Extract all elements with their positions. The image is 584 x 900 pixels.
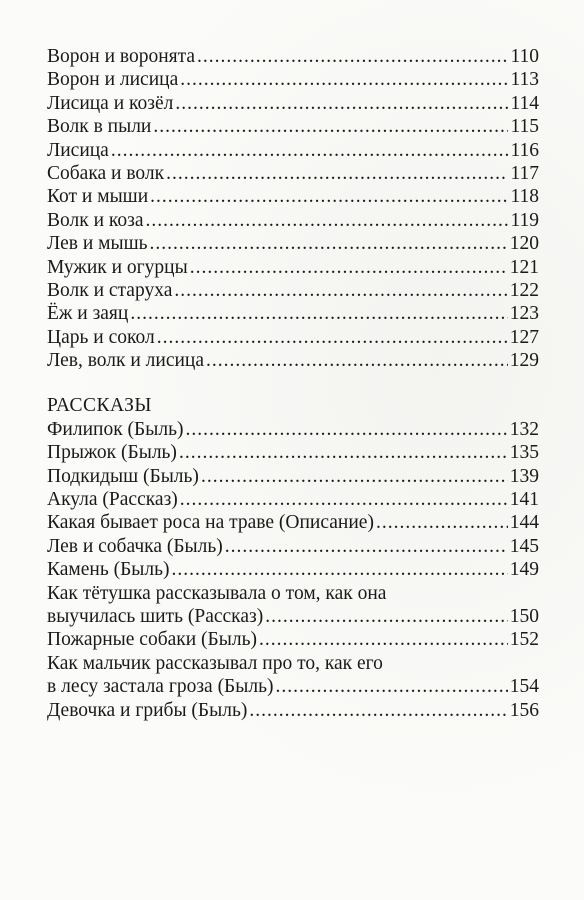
entry-page: 149 [509, 559, 539, 581]
dot-leader [180, 68, 508, 91]
toc-entry [47, 209, 539, 232]
dot-leader [150, 185, 508, 208]
toc-entry [47, 349, 539, 372]
dot-leader [111, 139, 509, 162]
toc-entry [47, 326, 539, 349]
entry-title: Лев и собачка (Быль) [47, 535, 223, 557]
dot-leader [166, 162, 508, 185]
entry-title: в лесу застала гроза (Быль) [47, 676, 274, 698]
dot-leader [225, 535, 508, 558]
entry-page: 122 [509, 279, 539, 301]
entry-title: Камень (Быль) [47, 559, 170, 581]
entry-page: 156 [509, 699, 539, 721]
entry-page: 139 [509, 465, 539, 487]
toc-entry [47, 441, 539, 464]
entry-title-line1: Как тётушка рассказывала о том, как она [47, 582, 387, 604]
entry-title: Ворон и лисица [47, 69, 179, 91]
entry-page: 110 [510, 46, 539, 67]
entry-title: Волк в пыли [47, 116, 152, 138]
toc-entry [47, 302, 539, 325]
dot-leader [275, 675, 507, 698]
entry-title: Волк и коза [47, 209, 144, 231]
entry-title: Мужик и огурцы [47, 256, 188, 278]
toc-entry [47, 465, 539, 488]
dot-leader [180, 488, 508, 511]
entry-title-line1: Как мальчик рассказывал про то, как его [47, 652, 383, 674]
dot-leader [376, 511, 508, 534]
entry-page: 118 [510, 186, 539, 208]
entry-page: 116 [510, 139, 539, 161]
dot-leader [145, 209, 508, 232]
entry-page: 141 [509, 489, 539, 511]
toc-entry [47, 162, 539, 185]
entry-page: 145 [509, 535, 539, 557]
entry-title: Пожарные собаки (Быль) [47, 629, 257, 651]
dot-leader [153, 115, 508, 138]
entry-page: 121 [509, 256, 539, 278]
entry-page: 120 [509, 233, 539, 255]
entry-title: выучилась шить (Рассказ) [47, 606, 264, 627]
toc-entry [47, 535, 539, 558]
entry-page: 154 [509, 676, 539, 698]
dot-leader [179, 441, 508, 464]
entry-page: 123 [509, 303, 539, 325]
dot-leader [130, 302, 507, 325]
toc-entry [47, 92, 539, 115]
toc-entry-multiline [47, 652, 539, 699]
entry-page: 115 [510, 116, 539, 138]
toc-entry-multiline [47, 582, 539, 629]
entry-title: Лев и мышь [47, 233, 148, 255]
entry-page: 144 [509, 512, 539, 534]
entry-page: 132 [509, 418, 539, 440]
toc-entry [47, 558, 539, 581]
dot-leader [249, 699, 507, 722]
entry-page: 127 [509, 326, 539, 348]
entry-page: 129 [509, 350, 539, 372]
dot-leader [201, 465, 508, 488]
dot-leader [197, 45, 508, 68]
entry-title: Лисица [47, 139, 109, 161]
dot-leader [157, 326, 508, 349]
toc-entry [47, 418, 539, 441]
section-spacer [47, 372, 539, 394]
entry-title: Царь и сокол [47, 326, 155, 348]
dot-leader [190, 256, 508, 279]
toc-entry [47, 488, 539, 511]
toc-entry [47, 185, 539, 208]
dot-leader [174, 279, 507, 302]
entry-title: Лев, волк и лисица [47, 350, 205, 372]
entry-title: Какая бывает роса на траве (Описание) [47, 512, 374, 534]
entry-title: Ёж и заяц [47, 303, 129, 325]
entry-title: Акула (Рассказ) [47, 489, 178, 511]
toc-entry [47, 279, 539, 302]
dot-leader [265, 605, 508, 628]
toc-entry [47, 68, 539, 91]
dot-leader [259, 628, 508, 651]
table-of-contents [47, 45, 539, 722]
toc-entry [47, 139, 539, 162]
toc-entry [47, 115, 539, 138]
toc-entry [47, 511, 539, 534]
entry-page: 119 [510, 209, 539, 231]
toc-entry [47, 699, 539, 722]
entry-page: 114 [510, 92, 539, 114]
entry-title: Волк и старуха [47, 279, 173, 301]
dot-leader [172, 558, 508, 581]
entry-title: Лисица и козёл [47, 92, 174, 114]
toc-entry [47, 232, 539, 255]
section-heading: РАССКАЗЫ [47, 395, 152, 417]
dot-leader [185, 418, 507, 441]
entry-title: Девочка и грибы (Быль) [47, 699, 248, 721]
entry-page: 117 [510, 162, 539, 184]
toc-entry [47, 45, 539, 68]
toc-entry [47, 256, 539, 279]
dot-leader [150, 232, 508, 255]
dot-leader [175, 92, 508, 115]
entry-title: Филипок (Быль) [47, 418, 184, 440]
entry-page: 113 [510, 69, 539, 91]
entry-page: 152 [509, 629, 539, 651]
entry-title: Кот и мыши [47, 186, 149, 208]
entry-title: Подкидыш (Быль) [47, 465, 199, 487]
entry-title: Ворон и воронята [47, 46, 196, 67]
entry-page: 150 [509, 606, 539, 627]
dot-leader [206, 349, 508, 372]
entry-title: Собака и волк [47, 162, 165, 184]
entry-page: 135 [509, 442, 539, 464]
entry-title: Прыжок (Быль) [47, 442, 177, 464]
toc-entry [47, 628, 539, 651]
